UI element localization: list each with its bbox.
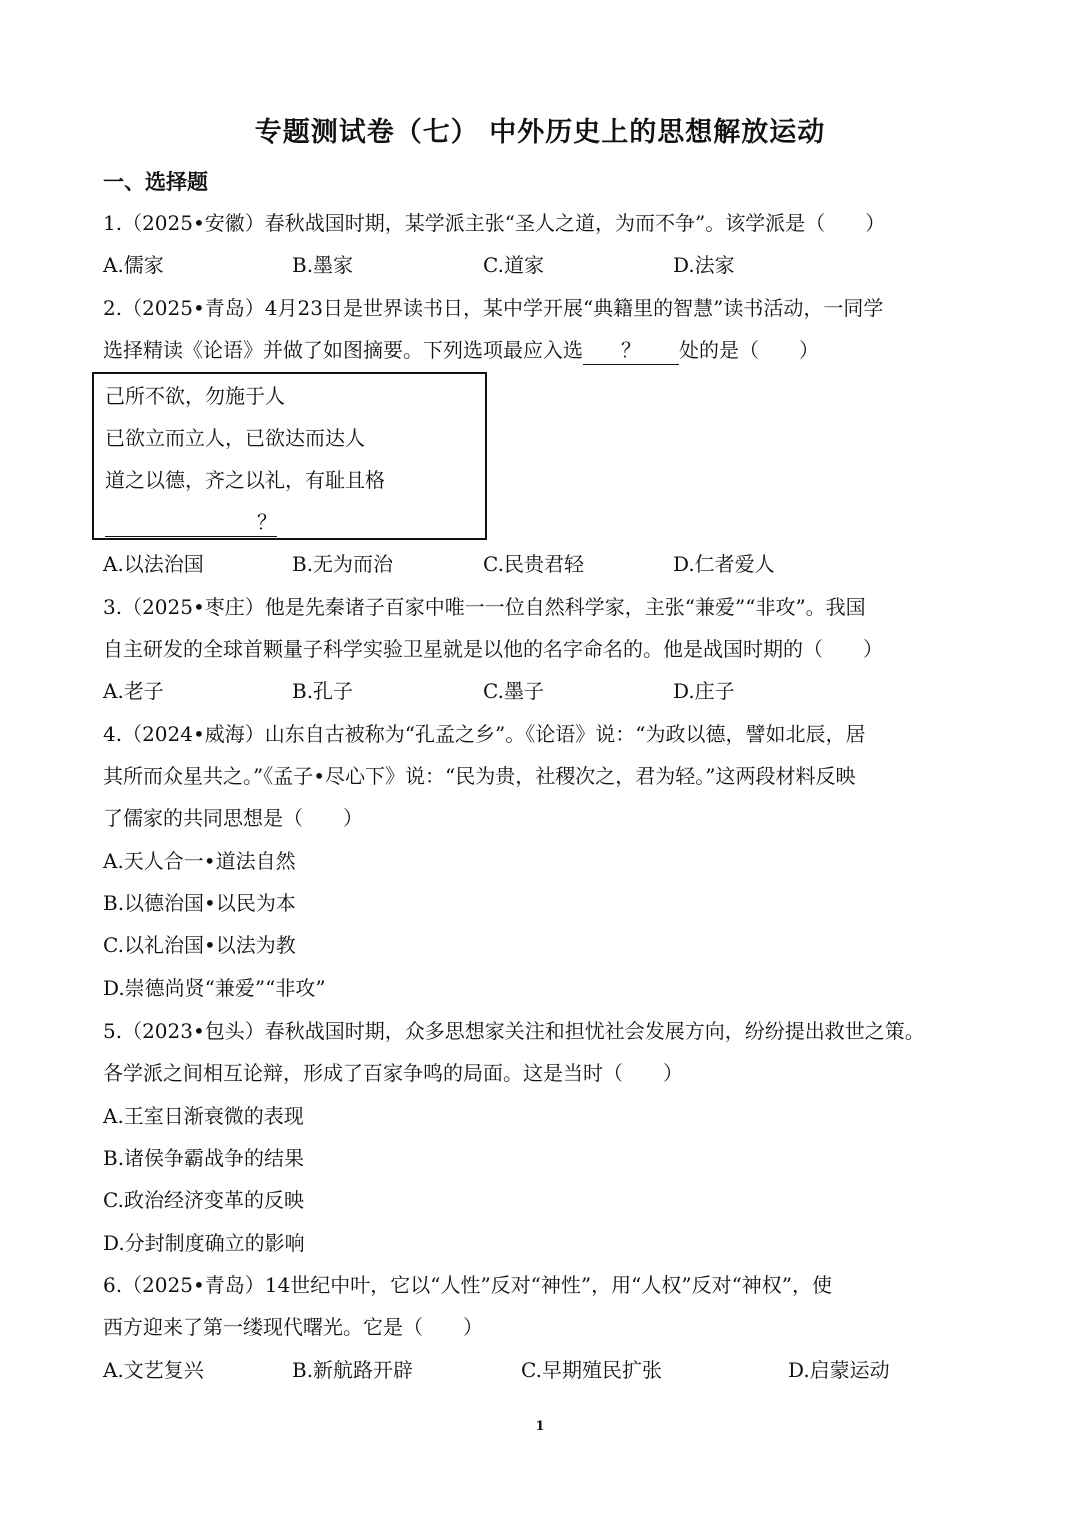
- q1-option-d: D.法家: [673, 253, 735, 277]
- q6-option-d: D.启蒙运动: [788, 1358, 890, 1382]
- question-6-stem-line-2: 西方迎来了第一缕现代曙光。它是（ ）: [103, 1315, 483, 1339]
- question-6-stem-line-1: 6.（2025•青岛）14世纪中叶，它以“人性”反对“神性”，用“人权”反对“神权”，使: [103, 1273, 833, 1297]
- section-heading: 一、选择题: [103, 170, 208, 194]
- q5-option-c: C.政治经济变革的反映: [103, 1188, 304, 1212]
- q2-option-c: C.民贵君轻: [483, 552, 584, 576]
- q2-stem-blank: ？: [583, 336, 679, 365]
- question-3-stem-line-1: 3.（2025•枣庄）他是先秦诸子百家中唯一一位自然科学家，主张“兼爱”“非攻”。我国: [103, 595, 866, 619]
- q5-option-a: A.王室日渐衰微的表现: [103, 1104, 304, 1128]
- q2-option-a: A.以法治国: [103, 552, 204, 576]
- quote-blank: ？: [105, 508, 277, 537]
- q3-option-d: D.庄子: [673, 679, 735, 703]
- q6-option-a: A.文艺复兴: [103, 1358, 204, 1382]
- quote-line-3: 道之以德，齐之以礼，有耻且格: [105, 468, 385, 492]
- page-title: 专题测试卷（七） 中外历史上的思想解放运动: [254, 117, 826, 148]
- q3-option-b: B.孔子: [292, 679, 354, 703]
- q3-option-c: C.墨子: [483, 679, 544, 703]
- question-4-stem-line-2: 其所而众星共之。”《孟子•尽心下》说：“民为贵，社稷次之，君为轻。”这两段材料反映: [103, 764, 856, 788]
- question-1-stem: 1.（2025•安徽）春秋战国时期，某学派主张“圣人之道，为而不争”。该学派是（ ）: [103, 211, 886, 235]
- question-2-stem-line-2: [103, 336, 819, 365]
- q4-option-b: B.以德治国•以民为本: [103, 891, 296, 915]
- q4-option-c: C.以礼治国•以法为教: [103, 933, 296, 957]
- q2-option-b: B.无为而治: [292, 552, 394, 576]
- q3-option-a: A.老子: [103, 679, 164, 703]
- q1-option-b: B.墨家: [292, 253, 354, 277]
- q5-option-b: B.诸侯争霸战争的结果: [103, 1146, 305, 1170]
- q6-option-b: B.新航路开辟: [292, 1358, 414, 1382]
- question-5-stem-line-2: 各学派之间相互论辩，形成了百家争鸣的局面。这是当时（ ）: [103, 1061, 683, 1085]
- q2-stem-before-blank: 选择精读《论语》并做了如图摘要。下列选项最应入选: [103, 338, 583, 362]
- q4-option-d: D.崇德尚贤“兼爱”“非攻”: [103, 976, 326, 1000]
- question-3-stem-line-2: 自主研发的全球首颗量子科学实验卫星就是以他的名字命名的。他是战国时期的（ ）: [103, 637, 883, 661]
- quote-line-2: 已欲立而立人，已欲达而达人: [105, 426, 365, 450]
- question-4-stem-line-1: 4.（2024•威海）山东自古被称为“孔孟之乡”。《论语》说：“为政以德，譬如北辰，居: [103, 722, 866, 746]
- question-5-stem-line-1: 5.（2023•包头）春秋战国时期，众多思想家关注和担忧社会发展方向，纷纷提出救世之策。: [103, 1019, 925, 1043]
- q1-option-c: C.道家: [483, 253, 544, 277]
- quote-box: [92, 372, 487, 540]
- q5-option-d: D.分封制度确立的影响: [103, 1231, 305, 1255]
- q6-option-c: C.早期殖民扩张: [521, 1358, 662, 1382]
- question-2-stem-line-1: 2.（2025•青岛）4月23日是世界读书日，某中学开展“典籍里的智慧”读书活动，一同学: [103, 296, 884, 320]
- q4-option-a: A.天人合一•道法自然: [103, 849, 296, 873]
- question-4-stem-line-3: 了儒家的共同思想是（ ）: [103, 806, 363, 830]
- quote-blank-line: [105, 508, 277, 537]
- q2-stem-after-blank: 处的是（ ）: [679, 338, 819, 362]
- quote-line-1: 己所不欲，勿施于人: [105, 384, 285, 408]
- page-number: 1: [535, 1419, 545, 1434]
- q1-option-a: A.儒家: [103, 253, 164, 277]
- q2-option-d: D.仁者爱人: [673, 552, 775, 576]
